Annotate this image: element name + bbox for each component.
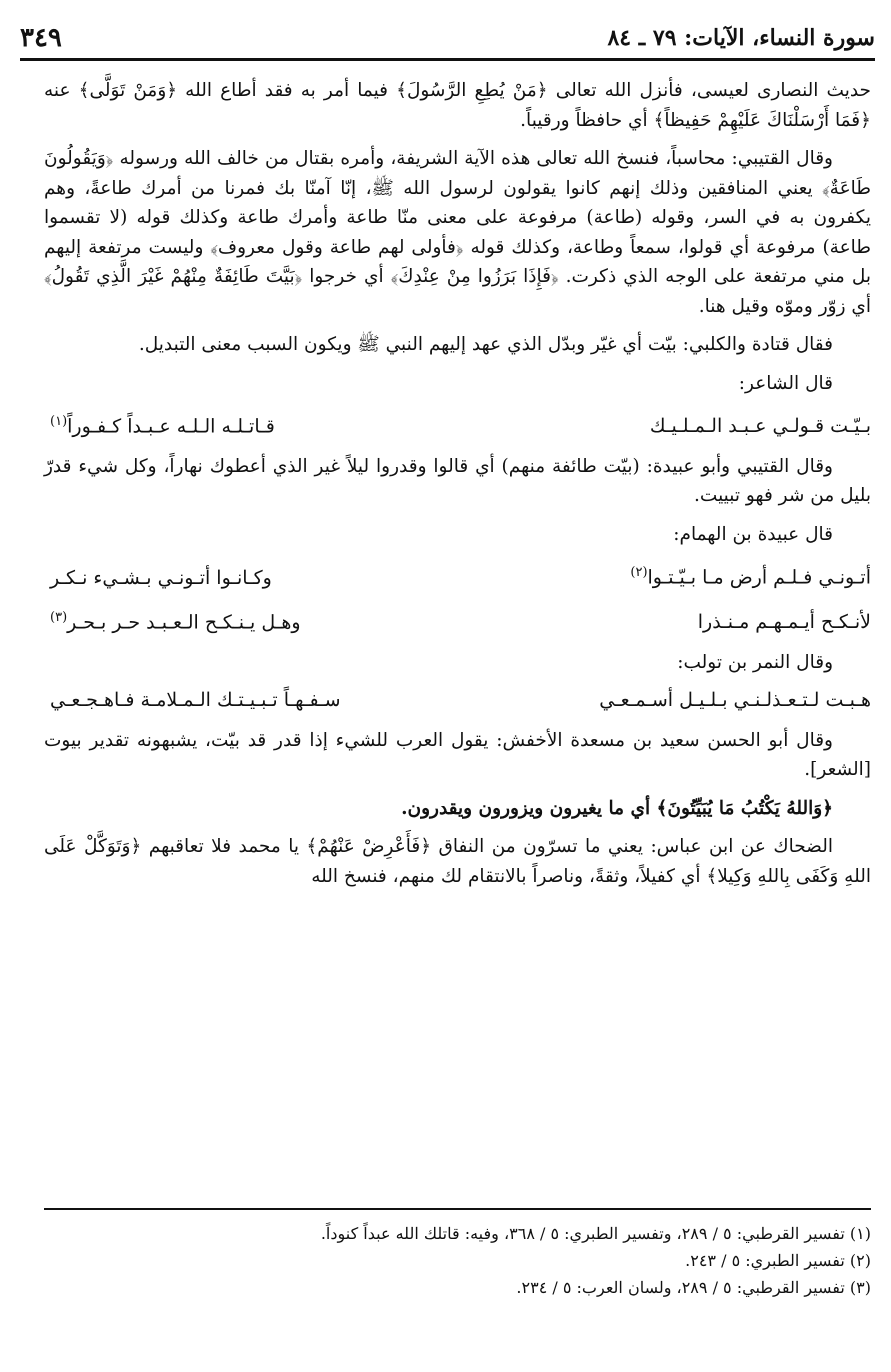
footnotes — [44, 1208, 871, 1301]
verse-first-hemistich: أتـونـي فـلـم أرض مـا بـيّـتـوا$^{(٢)}$ — [630, 565, 871, 589]
footnote-ref: (٣) — [50, 610, 68, 626]
paragraph-7: الضحاك عن ابن عباس: يعني ما تسرّون من النفاق ﴿فَأَعْرِضْ عَنْهُمْ﴾ يا محمد فلا تعاقبهم ﴿وَتَوَكَّلْ عَلَى اللهِ وَكَفَى بِاللهِ وَكِيلا﴾ أي كفيلاً، وثقةً، وناصراً بالانتقام لك منهم، فنسخ الله — [44, 836, 871, 887]
footnote-2: (٢) تفسير الطبري: ٥ / ٢٤٣. — [685, 1251, 871, 1270]
poem-verse-3 — [44, 603, 871, 638]
paragraph-3: فقال قتادة والكلبي: بيّت أي غيّر وبدّل الذي عهد إليهم النبي ﷺ ويكون السبب معنى التبديل. — [138, 334, 833, 355]
poem-verse-1 — [44, 407, 871, 442]
page-number: ٣٤٩ — [20, 23, 62, 53]
verse-first-hemistich: بـيّـت قـولـي عـبـد الـمـلـيـك — [649, 415, 871, 438]
main-text — [44, 76, 871, 900]
poem-verse-4 — [44, 686, 871, 716]
paragraph-4: وقال القتيبي وأبو عبيدة: (بيّت طائفة منهم) أي قالوا وقدروا ليلاً غير الذي أعطوك نهاراً، وكل شيء قدرّ بليل من شر فهو تبييت. — [44, 455, 871, 507]
paragraph-5: وقال أبو الحسن سعيد بن مسعدة الأخفش: يقول العرب للشيء إذا قدر قد بيّت، يشبهونه تقدير بيوت [الشعر]. — [44, 729, 871, 781]
footnote-1: (١) تفسير القرطبي: ٥ / ٢٨٩، وتفسير الطبري: ٥ / ٣٦٨، وفيه: قاتلك الله عبداً كنوداً. — [320, 1224, 871, 1243]
surah-heading: سورة النساء، الآيات: ٧٩ ـ ٨٤ — [607, 25, 875, 51]
verse-first-hemistich: لأنـكـح أيـمـهـم مـنـذرا — [697, 611, 871, 634]
running-header — [20, 18, 875, 61]
paragraph-2: وقال القتيبي: محاسباً، فنسخ الله تعالى هذه الآية الشريفة، وأمره بقتال من خالف الله ورسوله ﴿وَيَقُولُونَ طَاعَةٌ﴾ يعني المنافقين وذلك إنهم كانوا يقولون لرسول الله ﷺ، إنّا آمنّا بك فمرنا من أمرك طاعةً، وهم يكفرون به في السر، وقوله (طاعة) مرفوعة على معنى منّا طاعة وأمرك طاعة وكذلك قوله (لا تقسموا طاعة) مرفوعة أي قولوا، سمعاً وطاعة، وكذلك قوله ﴿فأولى لهم طاعة وقول معروف﴾ وليست مرتفعة إليهم بل مني مرتفعة على الوجه الذي ذكرت. ﴿فَإِذَا بَرَزُوا مِنْ عِنْدِكَ﴾ أي خرجوا ﴿بَيَّتَ طَائِفَةٌ مِنْهُمْ غَيْرَ الَّذِي تَقُولُ﴾ أي زوّر وموّه وقيل هنا. — [44, 148, 871, 317]
poem-verse-2 — [44, 558, 871, 593]
verse-second-hemistich: وهـل يـنـكـح الـعـبـد حـر بـحـر$^{(٣)}$ — [50, 610, 301, 634]
poet-intro-2: قال عبيدة بن الهمام: — [673, 523, 833, 545]
verse-second-hemistich: وكـانـوا أتـونـي بـشـيء نـكـر — [50, 566, 272, 589]
poet-intro-3: وقال النمر بن تولب: — [677, 651, 833, 673]
footnote-ref: (١) — [50, 414, 68, 429]
verse-second-hemistich: قـاتـلـه الـلـه عـبـداً كـفـوراً$^{(١)}$ — [50, 414, 275, 438]
footnote-3: (٣) تفسير القرطبي: ٥ / ٢٨٩، ولسان العرب: ٥ / ٢٣٤. — [516, 1278, 871, 1297]
paragraph-6: ﴿وَاللهُ يَكْتُبُ مَا يُبَيِّتُونَ﴾ أي ما يغيرون ويزورون ويقدرون. — [401, 797, 833, 819]
footnote-ref: (٢) — [630, 565, 648, 581]
paragraph-1: حديث النصارى لعيسى، فأنزل الله تعالى ﴿مَنْ يُطِعِ الرَّسُولَ﴾ فيما أمر به فقد أطاع الله ﴿وَمَنْ تَوَلَّى﴾ عنه ﴿فَمَا أَرْسَلْنَاكَ عَلَيْهِمْ حَفِيظاً﴾ أي حافظاً ورقيباً. — [44, 80, 871, 131]
poet-intro-1: قال الشاعر: — [738, 372, 833, 394]
verse-second-hemistich: سـفـهـاً تـبـيـتـك الـمـلامـة فـاهـجـعـي — [50, 689, 341, 712]
verse-first-hemistich: هـبـت لـتـعـذلـنـي بـلـيـل أسـمـعـي — [599, 689, 871, 712]
